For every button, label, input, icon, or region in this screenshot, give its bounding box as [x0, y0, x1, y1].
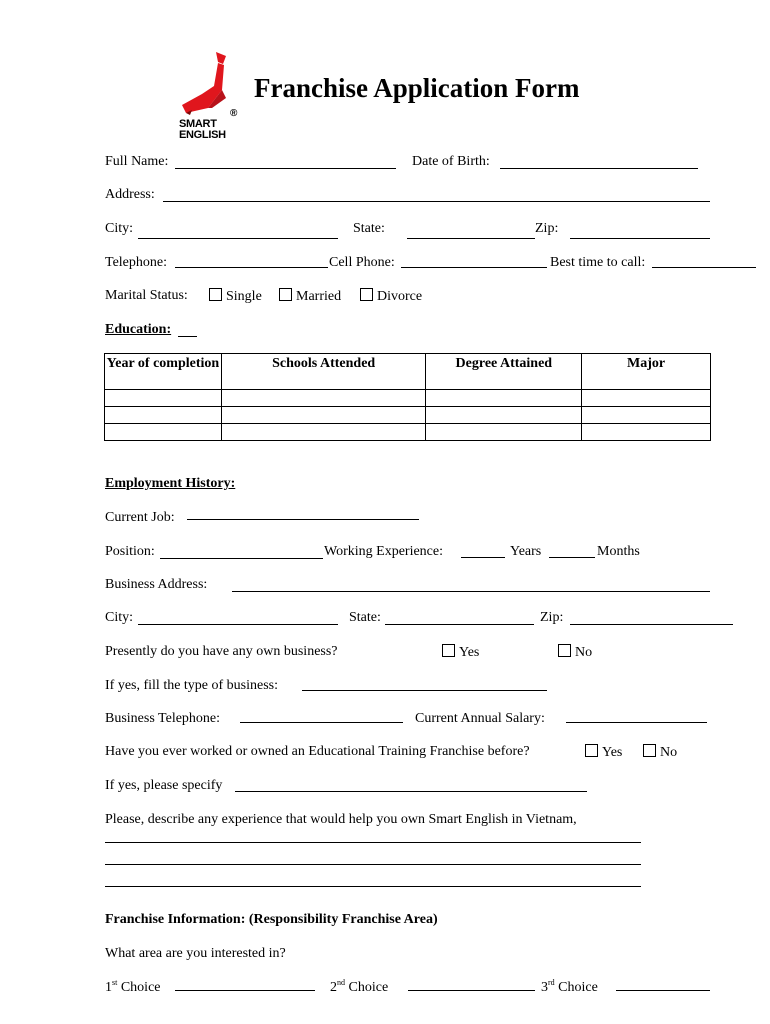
- registered-mark: ®: [230, 108, 238, 119]
- type-business-label: If yes, fill the type of business:: [105, 678, 279, 693]
- first-choice-label: 1st Choice: [105, 978, 161, 995]
- col-schools: Schools Attended: [221, 354, 426, 390]
- cell-phone-field[interactable]: [401, 267, 547, 268]
- franchise-before-question: Have you ever worked or owned an Educational Training Franchise before?: [105, 744, 530, 759]
- months-label: Months: [597, 544, 640, 559]
- single-option[interactable]: Single: [209, 288, 262, 305]
- state-field[interactable]: [407, 238, 535, 239]
- own-business-question: Presently do you have any own business?: [105, 644, 338, 659]
- dob-label: Date of Birth:: [412, 154, 490, 169]
- employment-heading: Employment History:: [105, 476, 236, 491]
- dob-field[interactable]: [500, 168, 698, 169]
- education-table: [104, 353, 711, 441]
- years-label: Years: [510, 544, 542, 559]
- own-business-no-checkbox[interactable]: [558, 644, 571, 657]
- state-label: State:: [353, 221, 385, 236]
- business-state-field[interactable]: [385, 624, 534, 625]
- business-city-field[interactable]: [138, 624, 338, 625]
- col-year: Year of completion: [105, 354, 222, 390]
- telephone-label: Telephone:: [105, 255, 167, 270]
- business-city-label: City:: [105, 610, 134, 625]
- smart-english-logo: [176, 50, 246, 145]
- table-row: [105, 390, 711, 407]
- table-row: [105, 407, 711, 424]
- current-job-field[interactable]: [187, 519, 419, 520]
- city-field[interactable]: [138, 238, 338, 239]
- working-experience-label: Working Experience:: [324, 544, 443, 559]
- describe-line-3[interactable]: [105, 886, 641, 887]
- business-address-field[interactable]: [232, 591, 710, 592]
- third-choice-label: 3rd Choice: [541, 978, 598, 995]
- first-choice-field[interactable]: [175, 990, 315, 991]
- table-cell[interactable]: [221, 390, 426, 407]
- education-heading: Education:: [105, 322, 172, 337]
- describe-line-1[interactable]: [105, 842, 641, 843]
- second-choice-field[interactable]: [408, 990, 535, 991]
- city-label: City:: [105, 221, 134, 236]
- business-telephone-label: Business Telephone:: [105, 711, 221, 726]
- years-field[interactable]: [461, 557, 505, 558]
- franchise-before-yes[interactable]: Yes: [585, 744, 622, 761]
- cell-phone-label: Cell Phone:: [329, 255, 395, 270]
- describe-line-2[interactable]: [105, 864, 641, 865]
- logo-line2: ENGLISH: [179, 129, 226, 141]
- second-choice-label: 2nd Choice: [330, 978, 389, 995]
- divorce-checkbox[interactable]: [360, 288, 373, 301]
- full-name-field[interactable]: [175, 168, 396, 169]
- franchise-before-no-checkbox[interactable]: [643, 744, 656, 757]
- single-checkbox[interactable]: [209, 288, 222, 301]
- type-business-field[interactable]: [302, 690, 547, 691]
- address-field[interactable]: [163, 201, 710, 202]
- best-time-label: Best time to call:: [550, 255, 646, 270]
- franchise-before-no[interactable]: No: [643, 744, 677, 761]
- table-cell[interactable]: [582, 424, 711, 441]
- own-business-no[interactable]: No: [558, 644, 592, 661]
- specify-label: If yes, please specify: [105, 778, 223, 793]
- education-heading-underline: [178, 336, 197, 337]
- table-cell[interactable]: [582, 407, 711, 424]
- annual-salary-field[interactable]: [566, 722, 707, 723]
- describe-experience-label: Please, describe any experience that would help you own Smart English in Vietnam,: [105, 812, 577, 827]
- logo-line1: SMART: [179, 118, 217, 130]
- current-job-label: Current Job:: [105, 510, 175, 525]
- table-cell[interactable]: [426, 407, 582, 424]
- table-cell[interactable]: [426, 390, 582, 407]
- tie-icon: [178, 50, 238, 116]
- area-question: What area are you interested in?: [105, 946, 286, 961]
- business-zip-label: Zip:: [540, 610, 564, 625]
- col-degree: Degree Attained: [426, 354, 582, 390]
- position-field[interactable]: [160, 558, 323, 559]
- franchise-info-heading: Franchise Information: (Responsibility Franchise Area): [105, 912, 438, 927]
- best-time-field[interactable]: [652, 267, 756, 268]
- table-cell[interactable]: [105, 424, 222, 441]
- table-cell[interactable]: [221, 407, 426, 424]
- table-row: [105, 424, 711, 441]
- business-address-label: Business Address:: [105, 577, 208, 592]
- table-cell[interactable]: [221, 424, 426, 441]
- own-business-yes[interactable]: Yes: [442, 644, 479, 661]
- business-state-label: State:: [349, 610, 381, 625]
- page-title: Franchise Application Form: [254, 73, 580, 103]
- business-zip-field[interactable]: [570, 624, 733, 625]
- divorce-option[interactable]: Divorce: [360, 288, 422, 305]
- business-telephone-field[interactable]: [240, 722, 403, 723]
- table-cell[interactable]: [105, 390, 222, 407]
- table-cell[interactable]: [582, 390, 711, 407]
- table-cell[interactable]: [426, 424, 582, 441]
- annual-salary-label: Current Annual Salary:: [415, 711, 545, 726]
- address-label: Address:: [105, 187, 155, 202]
- table-cell[interactable]: [105, 407, 222, 424]
- position-label: Position:: [105, 544, 155, 559]
- franchise-before-yes-checkbox[interactable]: [585, 744, 598, 757]
- zip-field[interactable]: [570, 238, 710, 239]
- specify-field[interactable]: [235, 791, 587, 792]
- own-business-yes-checkbox[interactable]: [442, 644, 455, 657]
- full-name-label: Full Name:: [105, 154, 169, 169]
- married-checkbox[interactable]: [279, 288, 292, 301]
- zip-label: Zip:: [535, 221, 559, 236]
- months-field[interactable]: [549, 557, 595, 558]
- telephone-field[interactable]: [175, 267, 328, 268]
- marital-status-label: Marital Status:: [105, 288, 188, 303]
- married-option[interactable]: Married: [279, 288, 341, 305]
- table-header-row: [105, 354, 711, 390]
- col-major: Major: [582, 354, 711, 390]
- third-choice-field[interactable]: [616, 990, 710, 991]
